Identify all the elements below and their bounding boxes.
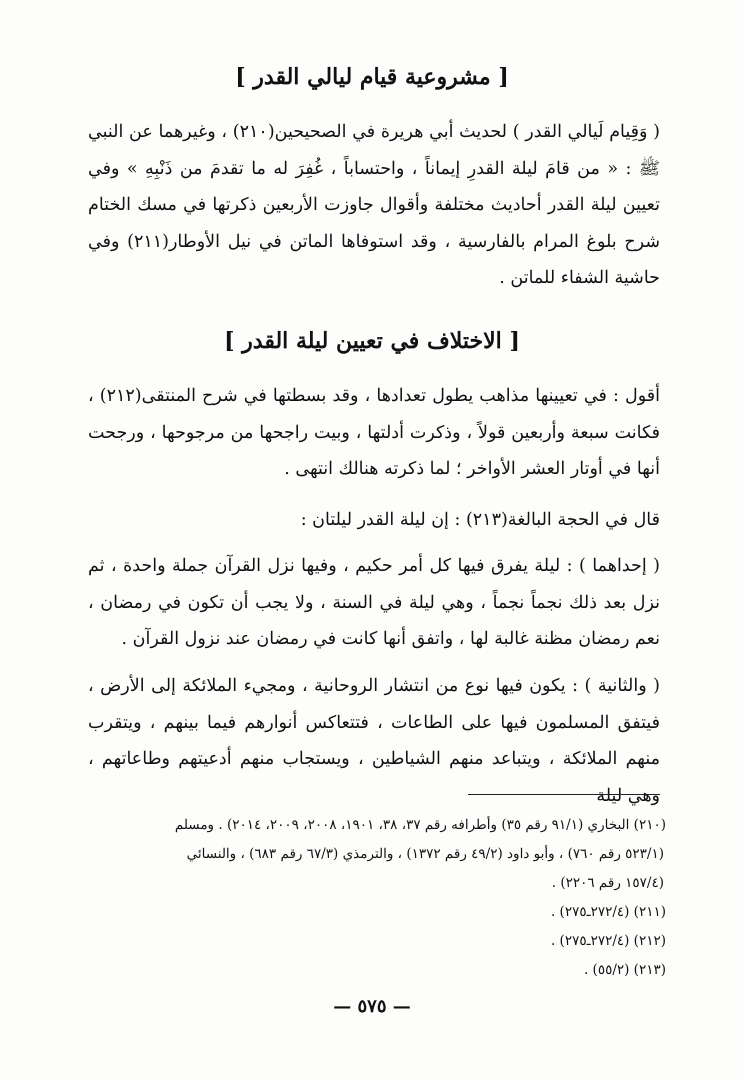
footnote-210: (٢١٠) البخاري (٩١/١ رقم ٣٥) وأطرافه رقم ٣٧، ٣٨، ١٩٠١، ٢٠٠٨، ٢٠٠٩، ٢٠١٤) . ومسلم: [174, 817, 666, 833]
footnote-separator: [468, 794, 660, 795]
paragraph-second-night: ( والثانية ) : يكون فيها نوع من انتشار الروحانية ، ومجيء الملائكة إلى الأرض ، فيتفق المسلمون فيها على الطاعات ، فتتعاكس أنوارهم فيما بينهم ، ويتقرب منهم الملائكة ، ويتباعد منهم الشياطين ، ويستجاب منهم أدعيتهم وطاعاتهم ، وهي ليلة: [88, 676, 660, 806]
footnote-212: (٢١٢) (٢٧٢/٤ـ٢٧٥) .: [550, 933, 666, 949]
paragraph-night-prayer: ( وَقِيام لَيالي القدر ) لحديث أبي هريرة في الصحيحين(٢١٠) ، وغيرهما عن النبي ﷺ : « من قامَ ليلة القدرِ إيماناً ، واحتساباً ، غُفِرَ له ما تقدمَ من ذَنْبِهِ » وفي تعيين ليلة القدر أحاديث مختلفة وأقوال جاوزت الأربعين ذكرتها في مسك الختام شرح بلوغ المرام بالفارسية ، وقد استوفاها الماتن في نيل الأوطار(٢١١) وفي حاشية الشفاء للماتن .: [88, 122, 661, 288]
section-heading-determination: [ الاختلاف في تعيين ليلة القدر ]: [224, 328, 520, 354]
footnote-210-cont: (٥٢٣/١ رقم ٧٦٠) ، وأبو داود (٤٩/٢ رقم ١٣٧٢) ، والترمذي (٦٧/٣ رقم ٦٨٣) ، والنسائي: [186, 846, 664, 862]
paragraph-hujjah-quote: قال في الحجة البالغة(٢١٣) : إن ليلة القدر ليلتان :: [300, 510, 660, 530]
paragraph-opinions: أقول : في تعيينها مذاهب يطول تعدادها ، وقد بسطتها في شرح المنتقى(٢١٢) ، فكانت سبعة وأربعين قولاً ، وذكرت أدلتها ، وبيت راجحها من مرجوحها ، ورجحت أنها في أوتار العشر الأواخر ؛ لما ذكرته هنالك انتهى .: [88, 386, 660, 479]
footnote-210-cont-2: (١٥٧/٤ رقم ٢٢٠٦) .: [551, 875, 664, 891]
page-number: — ٥٧٥ —: [333, 996, 411, 1017]
footnote-213: (٢١٣) (٥٥/٢) .: [583, 962, 666, 978]
footnote-211: (٢١١) (٢٧٢/٤ـ٢٧٥) .: [550, 904, 666, 920]
section-heading-night-prayer: [ مشروعية قيام ليالي القدر ]: [235, 64, 509, 90]
paragraph-first-night: ( إحداهما ) : ليلة يفرق فيها كل أمر حكيم ، وفيها نزل القرآن جملة واحدة ، ثم نزل بعد ذلك نجماً نجماً ، وهي ليلة في السنة ، ولا يجب أن تكون في رمضان ، نعم رمضان مظنة غالبة لها ، واتفق أنها كانت في رمضان عند نزول القرآن .: [88, 556, 660, 649]
